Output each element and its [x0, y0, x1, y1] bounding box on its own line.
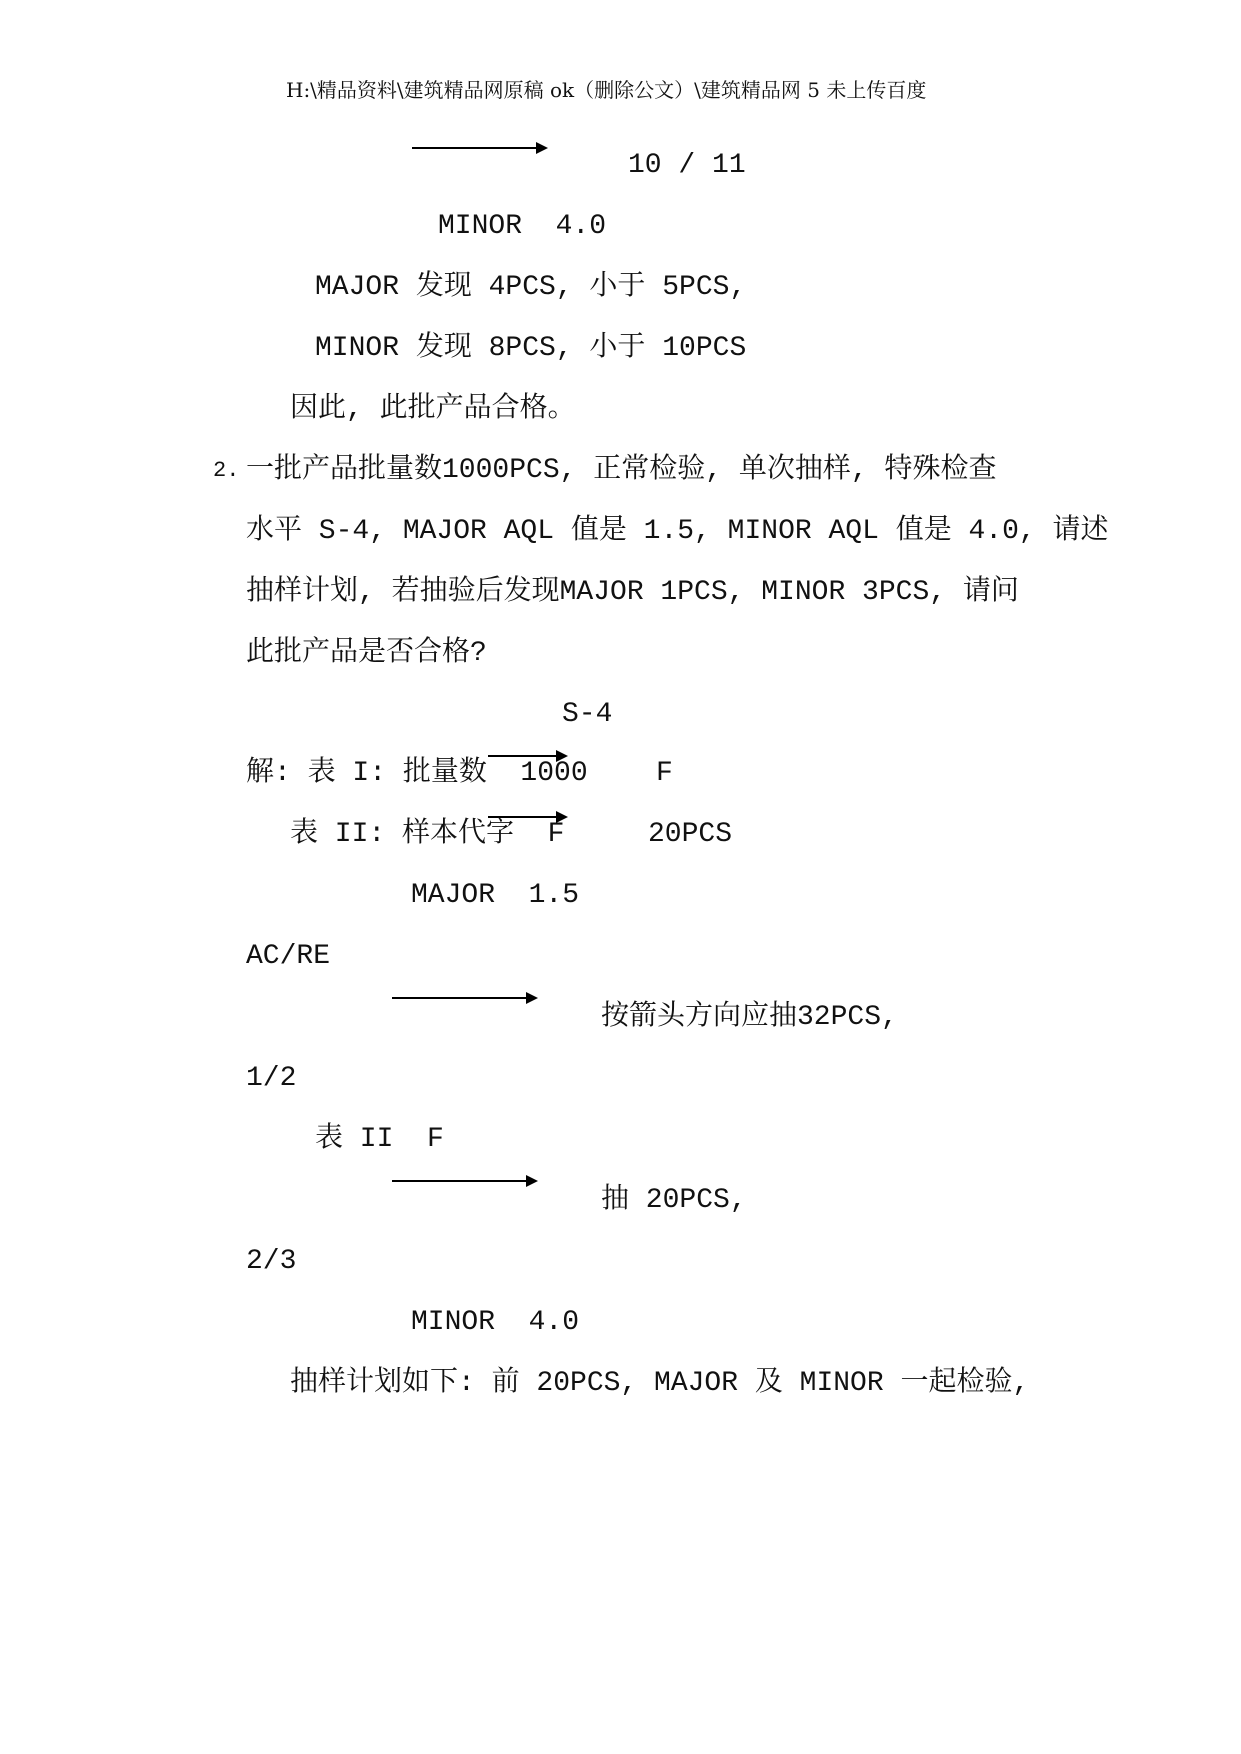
question-line-3: 抽样计划, 若抽验后发现MAJOR 1PCS, MINOR 3PCS, 请问 [246, 577, 1019, 608]
major-found-line: MAJOR 发现 4PCS, 小于 5PCS, [315, 272, 747, 303]
ratio-text: 10 / 11 [628, 150, 746, 181]
table2-line: 表 II: 样本代字 F [290, 819, 565, 850]
s4-label: S-4 [562, 699, 613, 730]
question-line-1: 一批产品批量数1000PCS, 正常检验, 单次抽样, 特殊检查 [246, 455, 997, 486]
arrow-note-32pcs: 按箭头方向应抽32PCS, [601, 1002, 898, 1033]
solution-table1-line: 解: 表 I: 批量数 1000 [246, 758, 588, 789]
table2-f-line: 表 II F [315, 1124, 444, 1155]
acre-label: AC/RE [246, 941, 331, 972]
minor-found-line: MINOR 发现 8PCS, 小于 10PCS [315, 333, 747, 364]
major-aql-line: MAJOR 1.5 [411, 880, 580, 911]
draw-20pcs: 抽 20PCS, [601, 1185, 747, 1216]
minor-aql-line: MINOR 4.0 [438, 211, 607, 242]
question-line-4: 此批产品是否合格? [246, 638, 487, 669]
question-number: 2. [213, 458, 240, 483]
arrow-3 [488, 816, 558, 818]
acre-value-1-2: 1/2 [246, 1063, 297, 1094]
question-line-2: 水平 S-4, MAJOR AQL 值是 1.5, MINOR AQL 值是 4.0, 请述 [246, 516, 1109, 547]
acre-value-2-3: 2/3 [246, 1246, 297, 1277]
minor-aql-line-2: MINOR 4.0 [411, 1307, 580, 1338]
arrow-5 [392, 1180, 528, 1182]
code-letter-f: F [656, 758, 673, 789]
arrow-1 [412, 147, 538, 149]
file-path-header: H:\精品资料\建筑精品网原稿 ok（删除公文）\建筑精品网 5 未上传百度 [286, 78, 927, 102]
arrow-2 [488, 755, 558, 757]
sampling-plan-line: 抽样计划如下: 前 20PCS, MAJOR 及 MINOR 一起检验, [290, 1368, 1030, 1399]
conclusion-line: 因此, 此批产品合格。 [290, 394, 576, 425]
sample-size-20: 20PCS [648, 819, 733, 850]
arrow-4 [392, 997, 528, 999]
